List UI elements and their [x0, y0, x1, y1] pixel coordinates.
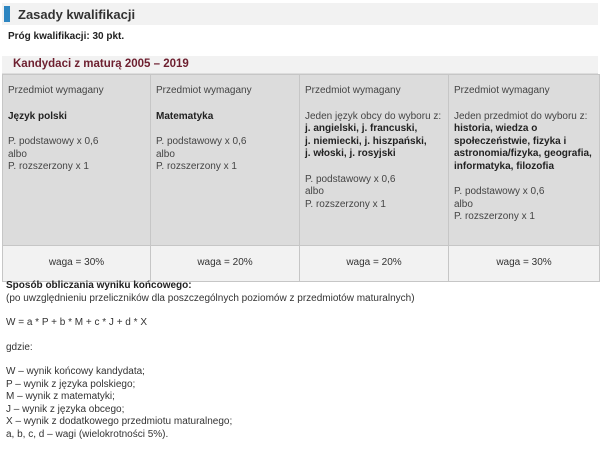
cell-subject: Matematyka: [156, 110, 214, 122]
section-header: [2, 3, 598, 25]
formula-line: P. podstawowy x 0,6: [305, 173, 396, 185]
section-title: Zasady kwalifikacji: [18, 6, 136, 22]
cell-label: Przedmiot wymagany: [454, 85, 550, 96]
option-line: społeczeństwie, fizyka i: [454, 135, 567, 147]
option-line: informatyka, filozofia: [454, 160, 555, 172]
formula-line: P. rozszerzony x 1: [8, 161, 89, 172]
qualification-threshold: Próg kwalifikacji: 30 pkt.: [8, 31, 125, 42]
formula-line: P. rozszerzony x 1: [156, 161, 237, 172]
cell-label: Przedmiot wymagany: [156, 85, 252, 96]
legend-line: P – wynik z języka polskiego;: [6, 378, 136, 390]
formula-line: P. podstawowy x 0,6: [8, 136, 99, 147]
calculation-method: [6, 280, 596, 441]
requirements-row: [3, 75, 600, 246]
cell-label: Przedmiot wymagany: [305, 85, 401, 96]
legend-line: W – wynik końcowy kandydata;: [6, 366, 145, 377]
option-line: j. angielski, j. francuski,: [305, 123, 418, 134]
option-line: j. włoski, j. rosyjski: [305, 148, 396, 159]
cell-formula: [8, 136, 145, 174]
legend-line: a, b, c, d – wagi (wielokrotności 5%).: [6, 428, 169, 440]
formula-line: P. rozszerzony x 1: [305, 198, 386, 210]
option-line: astronomia/fizyka, geografia,: [454, 148, 592, 159]
options-lead: Jeden przedmiot do wyboru z:: [454, 110, 588, 122]
cell-formula: [454, 186, 594, 224]
cell-label: Przedmiot wymagany: [8, 85, 104, 96]
method-note: (po uwzględnieniu przeliczników dla poszczególnych poziomów z przedmiotów maturalnych): [6, 292, 415, 304]
cell-formula: [156, 136, 294, 174]
requirement-cell-elective: [449, 75, 600, 246]
legend-line: M – wynik z matematyki;: [6, 391, 115, 402]
cell-options: [454, 111, 594, 174]
formula-line: albo: [8, 148, 27, 160]
weight-cell-foreign-language: waga = 20%: [300, 246, 449, 282]
legend-line: J – wynik z języka obcego;: [6, 403, 125, 415]
cell-options: [305, 111, 443, 161]
formula-line: P. podstawowy x 0,6: [454, 186, 545, 197]
formula-line: P. podstawowy x 0,6: [156, 136, 247, 147]
cell-subject: Język polski: [8, 110, 67, 122]
option-line: historia, wiedza o: [454, 123, 538, 134]
formula-line: albo: [305, 186, 324, 197]
options-lead: Jeden język obcy do wyboru z:: [305, 110, 442, 122]
weight-cell-polish: waga = 30%: [3, 246, 151, 282]
method-title: Sposób obliczania wyniku końcowego:: [6, 280, 192, 291]
candidates-subheader: [2, 56, 598, 74]
method-where: gdzie:: [6, 341, 33, 353]
requirement-cell-polish: [3, 75, 151, 246]
legend-line: X – wynik z dodatkowego przedmiotu maturalnego;: [6, 416, 233, 427]
method-formula: W = a * P + b * M + c * J + d * X: [6, 317, 147, 328]
formula-line: albo: [156, 148, 175, 160]
weight-cell-math: waga = 20%: [151, 246, 300, 282]
cell-formula: [305, 174, 443, 212]
requirements-table: [2, 74, 600, 282]
option-line: j. niemiecki, j. hiszpański,: [305, 135, 427, 147]
requirement-cell-math: [151, 75, 300, 246]
weights-row: [3, 246, 600, 282]
formula-line: albo: [454, 198, 473, 210]
requirement-cell-foreign-language: [300, 75, 449, 246]
weight-cell-elective: waga = 30%: [449, 246, 600, 282]
formula-line: P. rozszerzony x 1: [454, 211, 535, 222]
candidates-subheader-title: Kandydaci z maturą 2005 – 2019: [13, 58, 189, 70]
section-accent-bar: [4, 6, 10, 22]
